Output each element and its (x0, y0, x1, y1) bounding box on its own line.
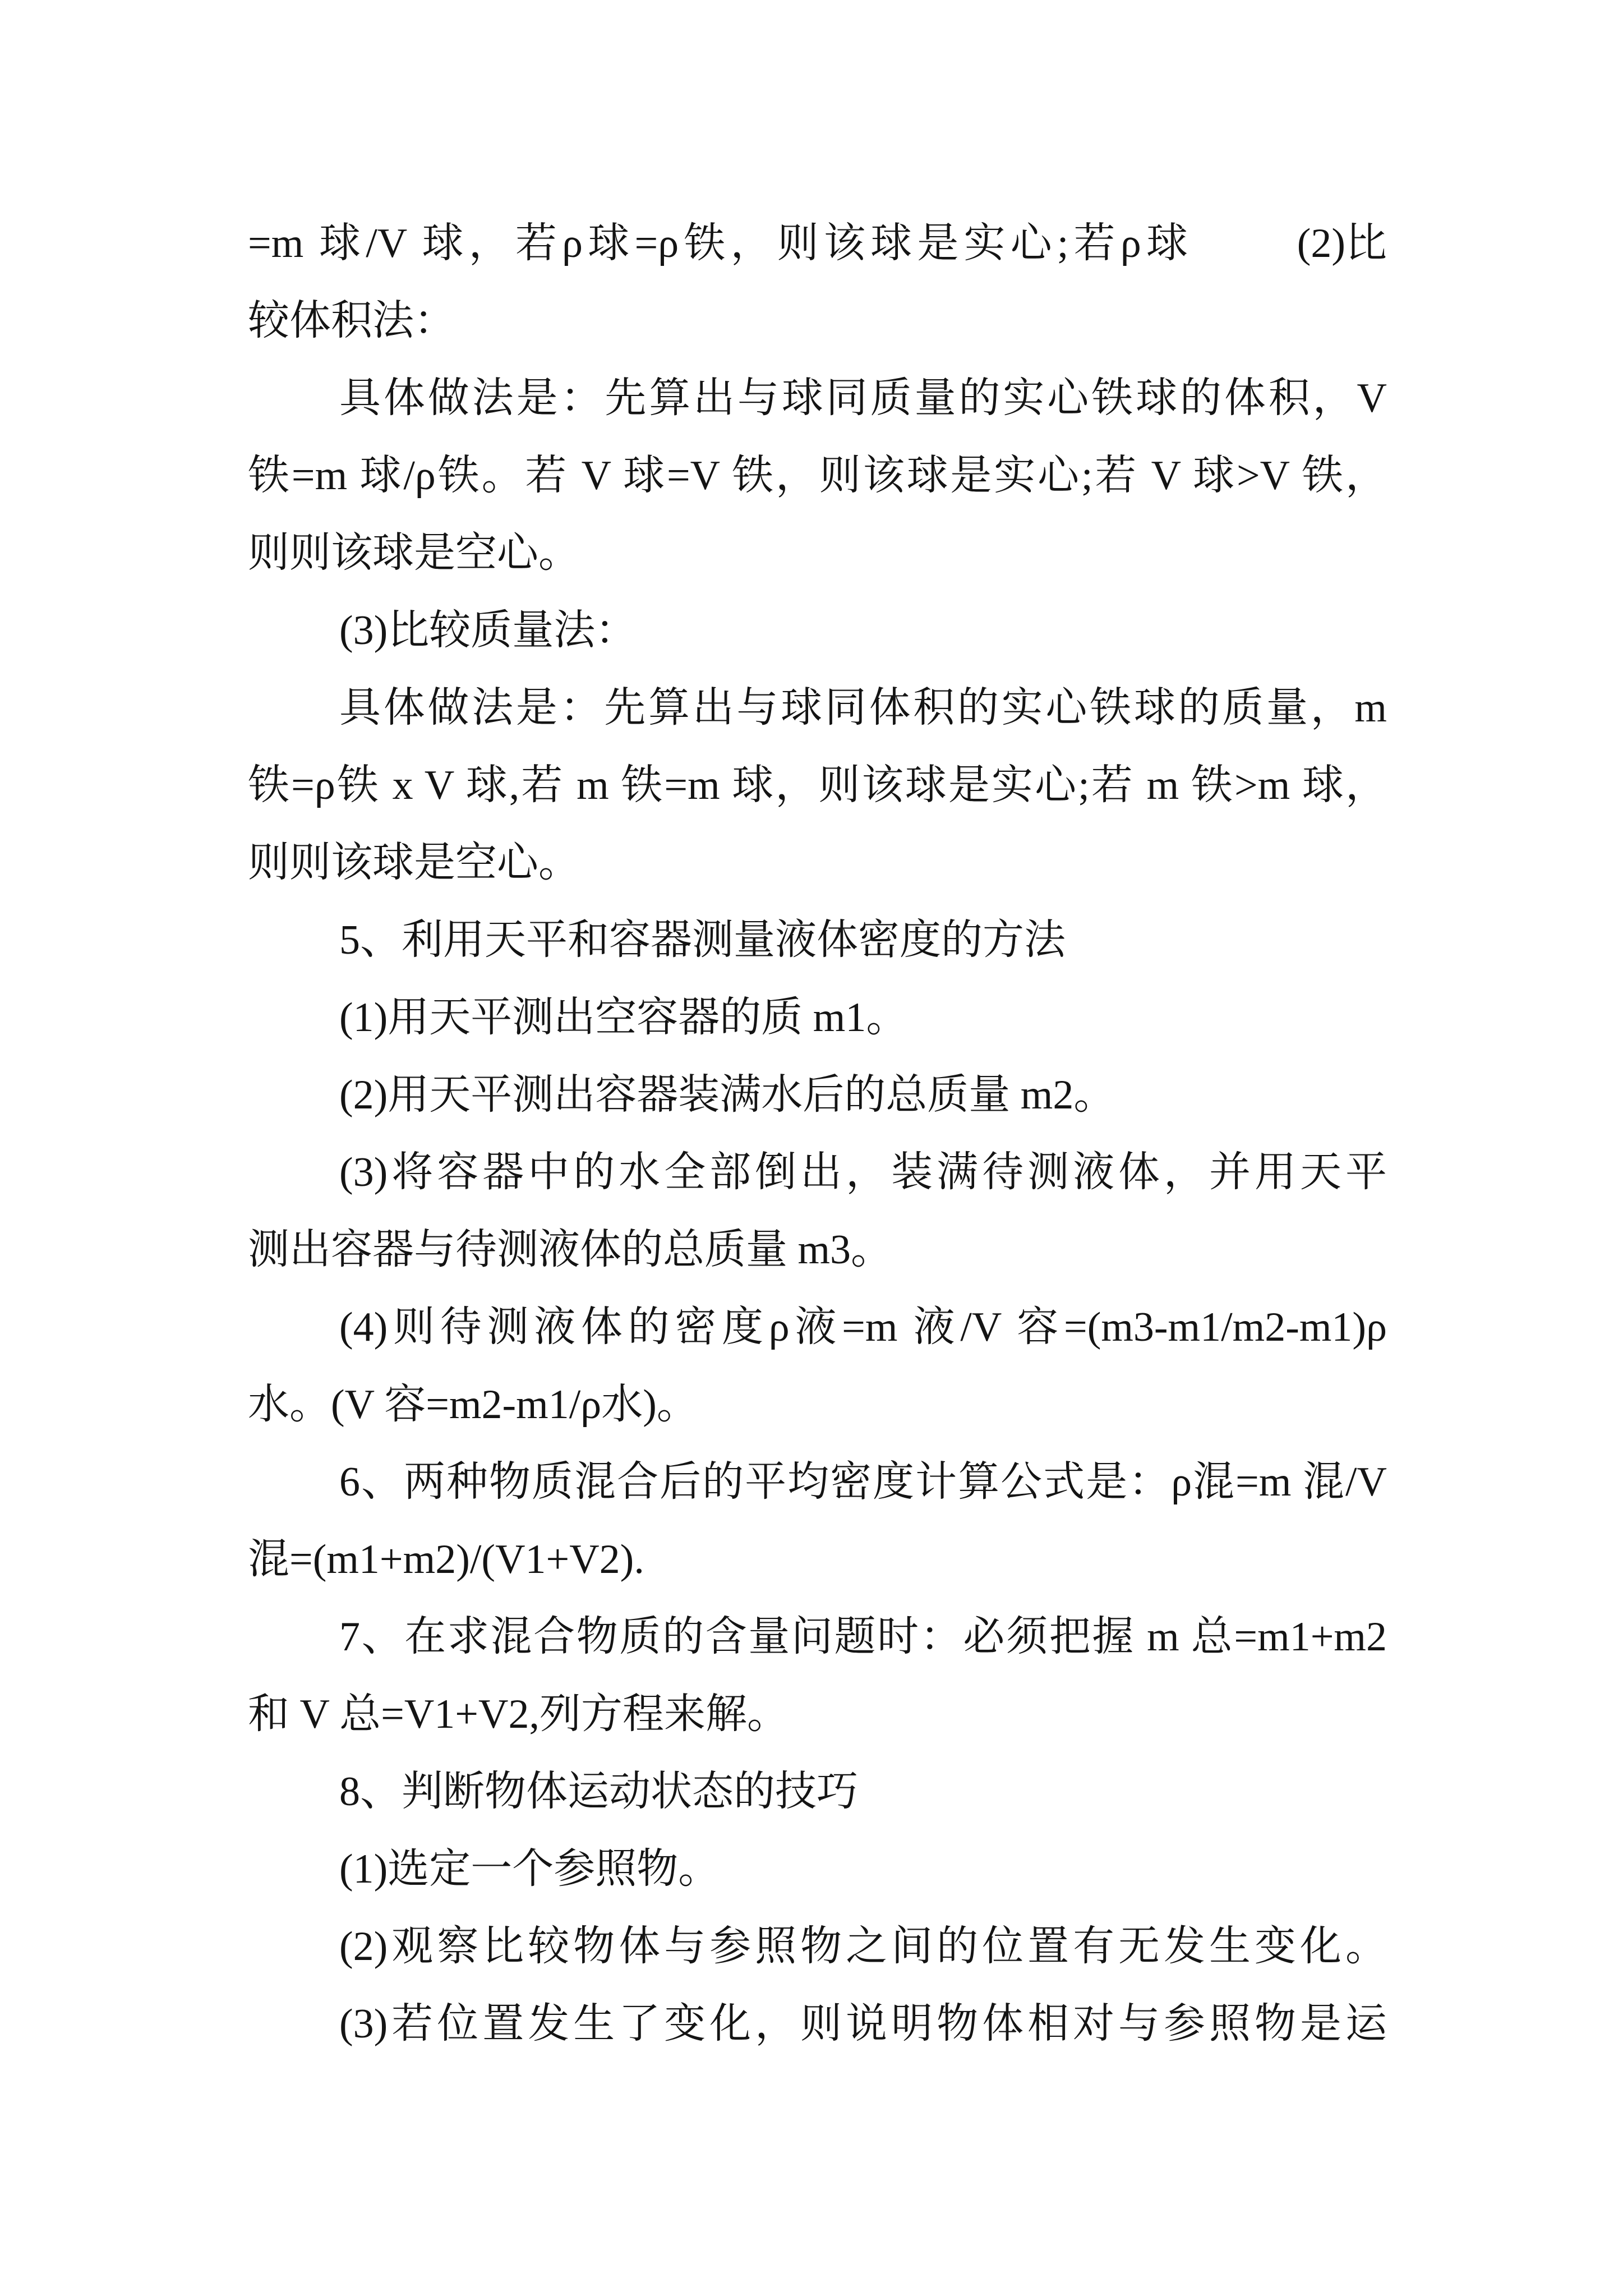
list-item: (3)将容器中的水全部倒出，装满待测液体，并用天平 (339, 1149, 1387, 1195)
text-line: 混=(m1+m2)/(V1+V2). (248, 1536, 644, 1582)
text-line: 则则该球是空心。 (248, 840, 580, 886)
text-line: 具体做法是：先算出与球同体积的实心铁球的质量，m (339, 685, 1387, 731)
section-heading: 6、两种物质混合后的平均密度计算公式是：ρ混=m 混/V (339, 1459, 1387, 1505)
list-item: (3)若位置发生了变化，则说明物体相对与参照物是运 (339, 2001, 1387, 2047)
list-item: (2)用天平测出容器装满水后的总质量 m2。 (339, 1072, 1115, 1118)
list-item: (1)用天平测出空容器的质 m1。 (339, 995, 908, 1041)
list-item: (2)观察比较物体与参照物之间的位置有无发生变化。 (339, 1924, 1387, 1970)
section-heading: 8、判断物体运动状态的技巧 (339, 1769, 858, 1815)
text-line (248, 205, 1387, 282)
section-heading: 7、在求混合物质的含量问题时：必须把握 m 总=m1+m2 (339, 1614, 1387, 1660)
section-heading: 5、利用天平和容器测量液体密度的方法 (339, 917, 1066, 963)
text-line-lead: =m 球/V 球，若ρ球=ρ铁，则该球是实心;若ρ球 (248, 220, 1188, 266)
list-item: (4)则待测液体的密度ρ液=m 液/V 容=(m3-m1/m2-m1)ρ (339, 1304, 1387, 1350)
text-line: 则则该球是空心。 (248, 530, 580, 576)
section-heading: (3)比较质量法： (339, 608, 637, 654)
list-item: (1)选定一个参照物。 (339, 1846, 720, 1892)
section-heading-fragment: (2)比 (1297, 220, 1387, 266)
text-line: 较体积法： (248, 298, 455, 344)
text-line: 水。(V 容=m2-m1/ρ水)。 (248, 1382, 698, 1428)
document-body (248, 205, 1387, 2063)
text-line: 铁=m 球/ρ铁。若 V 球=V 铁，则该球是实心;若 V 球>V 铁， (248, 453, 1387, 499)
text-line: 和 V 总=V1+V2,列方程来解。 (248, 1691, 789, 1737)
text-line: 铁=ρ铁 x V 球,若 m 铁=m 球，则该球是实心;若 m 铁>m 球， (248, 762, 1387, 808)
text-line: 测出容器与待测液体的总质量 m3。 (248, 1227, 893, 1273)
text-line: 具体做法是：先算出与球同质量的实心铁球的体积，V (339, 375, 1387, 421)
